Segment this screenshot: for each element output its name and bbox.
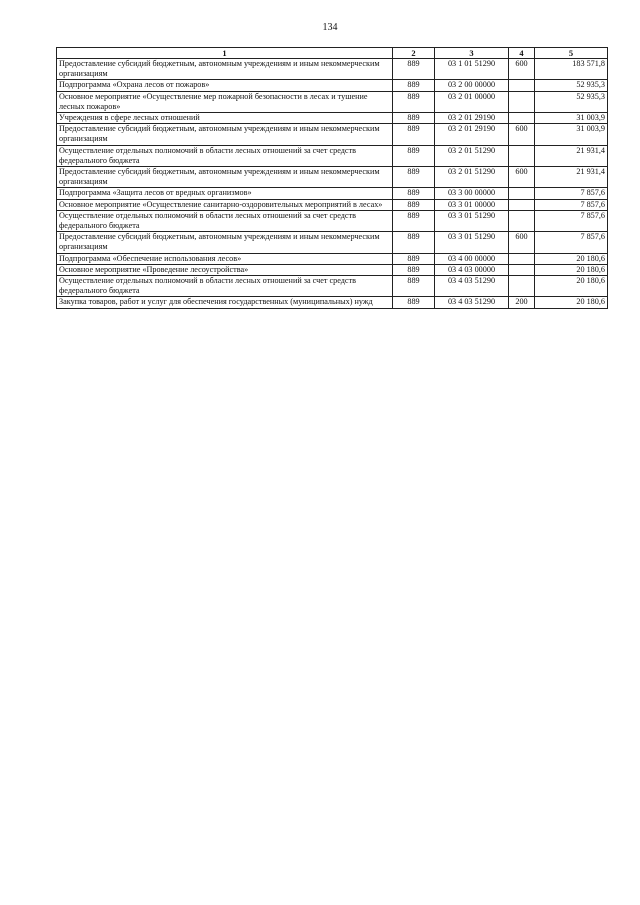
row-name: Учреждения в сфере лесных отношений <box>57 113 393 124</box>
table-row <box>57 80 608 91</box>
table-row <box>57 113 608 124</box>
row-target-code: 03 2 01 00000 <box>435 91 509 112</box>
row-expense-type <box>509 264 535 275</box>
row-name: Подпрограмма «Обеспечение использования лесов» <box>57 253 393 264</box>
table-row <box>57 124 608 145</box>
row-name: Основное мероприятие «Осуществление санитарно-оздоровительных мероприятий в лесах» <box>57 199 393 210</box>
table-row <box>57 210 608 231</box>
row-target-code: 03 2 01 51290 <box>435 145 509 166</box>
table-row <box>57 199 608 210</box>
row-target-code: 03 1 01 51290 <box>435 59 509 80</box>
header-col-5: 5 <box>535 48 608 59</box>
table-row <box>57 297 608 308</box>
row-amount: 20 180,6 <box>535 276 608 297</box>
row-expense-type <box>509 210 535 231</box>
row-code: 889 <box>393 80 435 91</box>
row-name: Предоставление субсидий бюджетным, автономным учреждениям и иным некоммерческим организациям <box>57 59 393 80</box>
row-target-code: 03 4 00 00000 <box>435 253 509 264</box>
row-code: 889 <box>393 188 435 199</box>
row-amount: 20 180,6 <box>535 253 608 264</box>
header-col-1: 1 <box>57 48 393 59</box>
row-amount: 7 857,6 <box>535 232 608 253</box>
table-body <box>57 59 608 309</box>
row-expense-type <box>509 188 535 199</box>
row-amount: 7 857,6 <box>535 210 608 231</box>
row-amount: 20 180,6 <box>535 297 608 308</box>
row-name: Основное мероприятие «Осуществление мер пожарной безопасности в лесах и тушение лесных пожаров» <box>57 91 393 112</box>
row-code: 889 <box>393 276 435 297</box>
row-expense-type <box>509 253 535 264</box>
row-code: 889 <box>393 297 435 308</box>
row-name: Предоставление субсидий бюджетным, автономным учреждениям и иным некоммерческим организациям <box>57 232 393 253</box>
row-amount: 7 857,6 <box>535 199 608 210</box>
row-target-code: 03 2 01 29190 <box>435 124 509 145</box>
row-code: 889 <box>393 264 435 275</box>
row-target-code: 03 3 01 51290 <box>435 210 509 231</box>
row-expense-type <box>509 80 535 91</box>
row-expense-type: 600 <box>509 232 535 253</box>
header-col-4: 4 <box>509 48 535 59</box>
row-name: Предоставление субсидий бюджетным, автономным учреждениям и иным некоммерческим организациям <box>57 124 393 145</box>
row-amount: 21 931,4 <box>535 145 608 166</box>
row-amount: 31 003,9 <box>535 124 608 145</box>
row-code: 889 <box>393 167 435 188</box>
table-row <box>57 59 608 80</box>
header-row <box>57 48 608 59</box>
row-name: Подпрограмма «Защита лесов от вредных организмов» <box>57 188 393 199</box>
row-expense-type <box>509 91 535 112</box>
row-target-code: 03 3 01 00000 <box>435 199 509 210</box>
row-name: Осуществление отдельных полномочий в области лесных отношений за счет средств федерального бюджета <box>57 145 393 166</box>
row-amount: 52 935,3 <box>535 80 608 91</box>
row-amount: 21 931,4 <box>535 167 608 188</box>
row-target-code: 03 4 03 51290 <box>435 276 509 297</box>
row-expense-type <box>509 276 535 297</box>
table-row <box>57 145 608 166</box>
row-name: Предоставление субсидий бюджетным, автономным учреждениям и иным некоммерческим организациям <box>57 167 393 188</box>
row-code: 889 <box>393 91 435 112</box>
row-name: Основное мероприятие «Проведение лесоустройства» <box>57 264 393 275</box>
row-target-code: 03 4 03 00000 <box>435 264 509 275</box>
row-code: 889 <box>393 124 435 145</box>
row-target-code: 03 3 00 00000 <box>435 188 509 199</box>
row-code: 889 <box>393 253 435 264</box>
row-expense-type <box>509 113 535 124</box>
row-code: 889 <box>393 59 435 80</box>
page-number: 134 <box>322 22 338 33</box>
row-amount: 7 857,6 <box>535 188 608 199</box>
header-col-3: 3 <box>435 48 509 59</box>
header-col-2: 2 <box>393 48 435 59</box>
row-target-code: 03 2 00 00000 <box>435 80 509 91</box>
row-target-code: 03 2 01 29190 <box>435 113 509 124</box>
row-code: 889 <box>393 145 435 166</box>
table-header <box>57 48 608 59</box>
table-row <box>57 91 608 112</box>
row-code: 889 <box>393 210 435 231</box>
row-amount: 31 003,9 <box>535 113 608 124</box>
table-row <box>57 264 608 275</box>
row-amount: 183 571,8 <box>535 59 608 80</box>
budget-table <box>56 47 608 309</box>
row-expense-type <box>509 145 535 166</box>
table-row <box>57 276 608 297</box>
row-name: Закупка товаров, работ и услуг для обеспечения государственных (муниципальных) нужд <box>57 297 393 308</box>
row-expense-type: 600 <box>509 124 535 145</box>
row-expense-type: 200 <box>509 297 535 308</box>
row-name: Осуществление отдельных полномочий в области лесных отношений за счет средств федерального бюджета <box>57 276 393 297</box>
table-row <box>57 167 608 188</box>
table-row <box>57 188 608 199</box>
row-code: 889 <box>393 232 435 253</box>
table-row <box>57 232 608 253</box>
row-expense-type: 600 <box>509 59 535 80</box>
row-name: Осуществление отдельных полномочий в области лесных отношений за счет средств федерального бюджета <box>57 210 393 231</box>
row-target-code: 03 2 01 51290 <box>435 167 509 188</box>
row-name: Подпрограмма «Охрана лесов от пожаров» <box>57 80 393 91</box>
row-target-code: 03 3 01 51290 <box>435 232 509 253</box>
row-amount: 52 935,3 <box>535 91 608 112</box>
row-expense-type <box>509 199 535 210</box>
table-row <box>57 253 608 264</box>
row-expense-type: 600 <box>509 167 535 188</box>
row-target-code: 03 4 03 51290 <box>435 297 509 308</box>
row-code: 889 <box>393 199 435 210</box>
row-code: 889 <box>393 113 435 124</box>
row-amount: 20 180,6 <box>535 264 608 275</box>
